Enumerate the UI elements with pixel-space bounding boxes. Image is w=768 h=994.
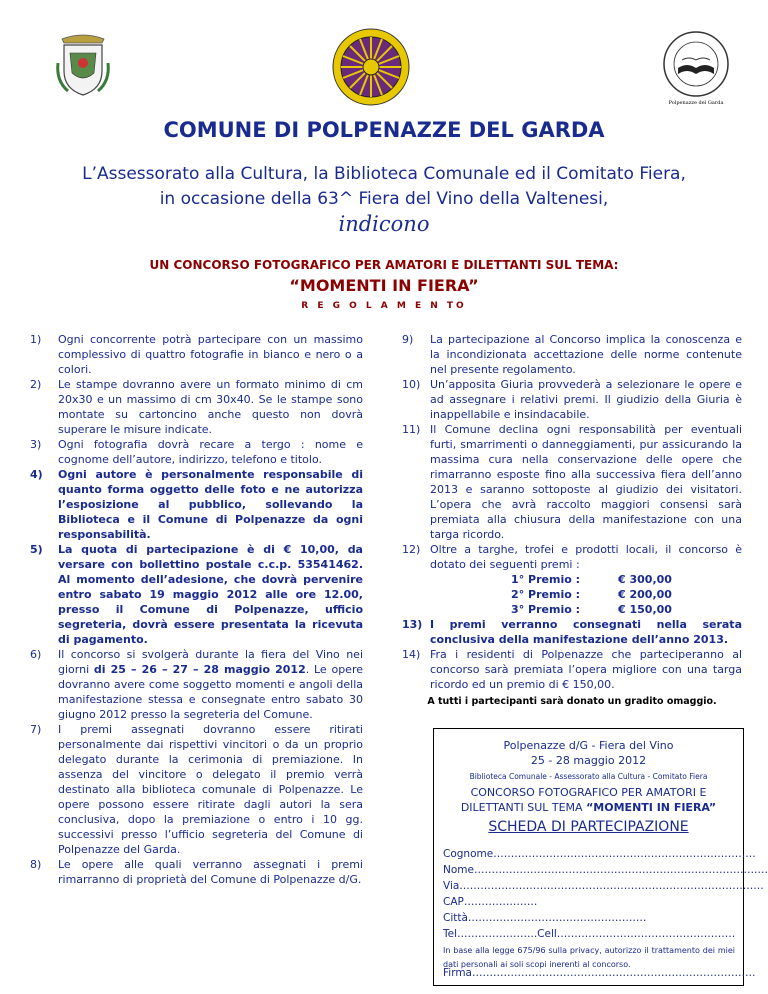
prize-label: 1° Premio : — [511, 573, 580, 586]
prize-value: € 300,00 — [618, 573, 672, 586]
contest-subtitle: UN CONCORSO FOTOGRAFICO PER AMATORI E DILETTANTI SUL TEMA: — [149, 258, 619, 272]
prize-row — [430, 572, 742, 587]
nome-field[interactable]: Nome………………………………………………………………………… — [443, 864, 768, 876]
prize-value: € 150,00 — [618, 603, 672, 616]
rule-number: 12) — [402, 543, 421, 556]
prize-label: 2° Premio : — [511, 588, 580, 601]
rule-number: 13) — [402, 618, 423, 631]
rule-text: La partecipazione al Concorso implica la conoscenza e la incondizionata accettazione delle norme contenute nel presente regolamento. — [430, 333, 742, 376]
privacy-consent: In base alla legge 675/96 sulla privacy, autorizzo il trattamento dei miei dati personali ai soli scopi inerenti al concorso. — [443, 946, 735, 969]
rule-number: 10) — [402, 378, 421, 391]
fiera-del-vino-logo — [332, 28, 410, 106]
form-fields — [443, 846, 768, 972]
registration-form — [433, 728, 768, 986]
rule-item — [402, 332, 742, 377]
prize-value: € 200,00 — [618, 588, 672, 601]
logo-caption: Polpenazze del Garda — [668, 100, 724, 106]
regolamento-heading: R E G O L A M E N TO — [301, 301, 467, 311]
rule-item — [402, 422, 742, 542]
page-title: COMUNE DI POLPENAZZE DEL GARDA — [163, 118, 605, 142]
form-organizers-line: Biblioteca Comunale - Assessorato alla Cultura - Comitato Fiera — [469, 772, 708, 781]
rules-right-column — [402, 332, 742, 709]
tel-cell-field[interactable]: Tel…………………..Cell…………………………………………… — [443, 928, 736, 940]
rule-text: I premi verranno consegnati nella serata conclusiva della manifestazione dell’anno 2013. — [430, 618, 742, 646]
form-theme-line — [434, 800, 743, 815]
indicono-text: indicono — [338, 212, 430, 236]
firma-field[interactable]: Firma……………………………………………………………………… — [443, 967, 756, 979]
rule-number: 7) — [30, 723, 42, 736]
rule-text: Un’apposita Giuria provvederà a selezionare le opere e ad assegnare i relativi premi. Il giudizio della Giuria è inappellabile e insindacabile. — [430, 378, 742, 421]
form-theme-text: DILETTANTI SUL TEMA — [460, 801, 587, 814]
prize-row — [430, 587, 742, 602]
rule-text: Il Comune declina ogni responsabilità per eventuali furti, smarrimenti o danneggiamenti, pur assicurando la massima cura nella conservazione delle opere che rimarranno esposte fino alla successiva fiera dell’anno 2013 e saranno sottoposte al giudizio dei visitatori. L’opera che avrà raccolto maggiori consensi sarà premiata alla chiusura della manifestazione con una targa ricordo. — [430, 423, 742, 541]
intro-line-1: L’Assessorato alla Cultura, la Biblioteca Comunale ed il Comitato Fiera, — [82, 164, 686, 184]
rule-item — [30, 722, 363, 857]
form-heading: SCHEDA DI PARTECIPAZIONE — [488, 819, 689, 835]
rule-text: La quota di partecipazione è di € 10,00, da versare con bollettino postale c.c.p. 53541462. Al momento dell’adesione, che dovrà pervenire entro sabato 19 maggio 2012 alle ore 12.00, presso il Comune di Polpenazze, ufficio segreteria, dovrà essere presentata la ricevuta di pagamento. — [58, 543, 363, 646]
form-theme-name: “MOMENTI IN FIERA” — [586, 801, 717, 814]
form-contest-line: CONCORSO FOTOGRAFICO PER AMATORI E — [470, 786, 707, 799]
rule-item — [30, 377, 363, 437]
rule-dates: di 25 – 26 – 27 – 28 maggio 2012 — [93, 663, 306, 676]
rule-text: Oltre a targhe, trofei e prodotti locali, il concorso è dotato dei seguenti premi : — [430, 543, 742, 571]
prize-row — [430, 602, 742, 617]
rules-left-column — [30, 332, 363, 887]
form-dates-line: 25 - 28 maggio 2012 — [530, 754, 647, 767]
rule-number: 14) — [402, 648, 421, 661]
rule-number: 11) — [402, 423, 421, 436]
rule-item — [30, 467, 363, 542]
rule-item — [30, 542, 363, 647]
rule-item — [30, 437, 363, 467]
via-field[interactable]: Via…………………………………………………………………………… — [443, 880, 764, 892]
rule-text — [58, 647, 363, 722]
intro-line-2: in occasione della 63^ Fiera del Vino della Valtenesi, — [159, 189, 609, 209]
contest-theme: “MOMENTI IN FIERA” — [289, 276, 479, 295]
rule-text: Le opere alle quali verranno assegnati i premi rimarranno di proprietà del Comune di Polpenazze d/G. — [58, 858, 363, 886]
prize-label: 3° Premio : — [511, 603, 580, 616]
rule-text: I premi assegnati dovranno essere ritirati personalmente dai rispettivi vincitori o da un proprio delegato durante la cerimonia di premiazione. In assenza del vincitore o delegato il premio verrà destinato alla biblioteca comunale di Polpenazze. Le opere possono essere ritirate dagli autori la sera conclusiva, dopo la premiazione o entro i 10 gg. successivi presso l’ufficio segreteria del Comune di Polpenazze del Garda. — [58, 723, 363, 856]
gift-note: A tutti i partecipanti sarà donato un gradito omaggio. — [427, 696, 717, 707]
rule-text: Ogni fotografia dovrà recare a tergo : nome e cognome dell’autore, indirizzo, telefono e titolo. — [58, 438, 363, 466]
coat-of-arms-logo — [54, 33, 112, 99]
rule-item — [30, 857, 363, 887]
rule-number: 9) — [402, 333, 414, 346]
biblioteca-logo — [660, 30, 732, 110]
rule-item — [402, 542, 742, 572]
rule-item — [30, 332, 363, 377]
rule-number: 3) — [30, 438, 42, 451]
rule-text-part: Il concorso si svolgerà durante la fiera del Vino nei giorni — [58, 648, 363, 676]
cognome-field[interactable]: Cognome………………………………………………………………… — [443, 848, 756, 860]
rule-number: 2) — [30, 378, 42, 391]
rule-text: Ogni autore è personalmente responsabile di quanto forma oggetto delle foto e ne autorizza l’esposizione al pubblico, sollevando la Biblioteca e il Comune di Polpenazze da ogni responsabilità. — [58, 468, 363, 541]
form-event-line: Polpenazze d/G - Fiera del Vino — [503, 739, 674, 752]
intro-text — [0, 162, 768, 212]
rule-number: 4) — [30, 468, 43, 481]
rule-text-part: . Le opere dovranno avere come soggetto momenti e angoli della manifestazione stessa e consegnate entro sabato 30 giugno 2012 presso la segreteria del Comune. — [58, 663, 363, 721]
rule-number: 8) — [30, 858, 42, 871]
rule-number: 6) — [30, 648, 42, 661]
rule-item — [402, 647, 742, 692]
rule-number: 1) — [30, 333, 42, 346]
rule-item — [402, 617, 742, 647]
rule-item — [402, 377, 742, 422]
rule-text: Le stampe dovranno avere un formato minimo di cm 20x30 e un massimo di cm 30x40. Se le stampe sono montate su cartoncino anche questo non dovrà superare le misure indicate. — [58, 378, 363, 436]
cap-citta-field[interactable]: CAP…………………Città…………………………………………… — [443, 896, 647, 924]
rule-text: Ogni concorrente potrà partecipare con un massimo complessivo di quattro fotografie in bianco e nero o a colori. — [58, 333, 363, 376]
rule-number: 5) — [30, 543, 43, 556]
rule-item — [30, 647, 363, 722]
rule-text: Fra i residenti di Polpenazze che parteciperanno al concorso sarà premiata l’opera migliore con una targa ricordo ed un premio di € 150,00. — [430, 648, 742, 691]
